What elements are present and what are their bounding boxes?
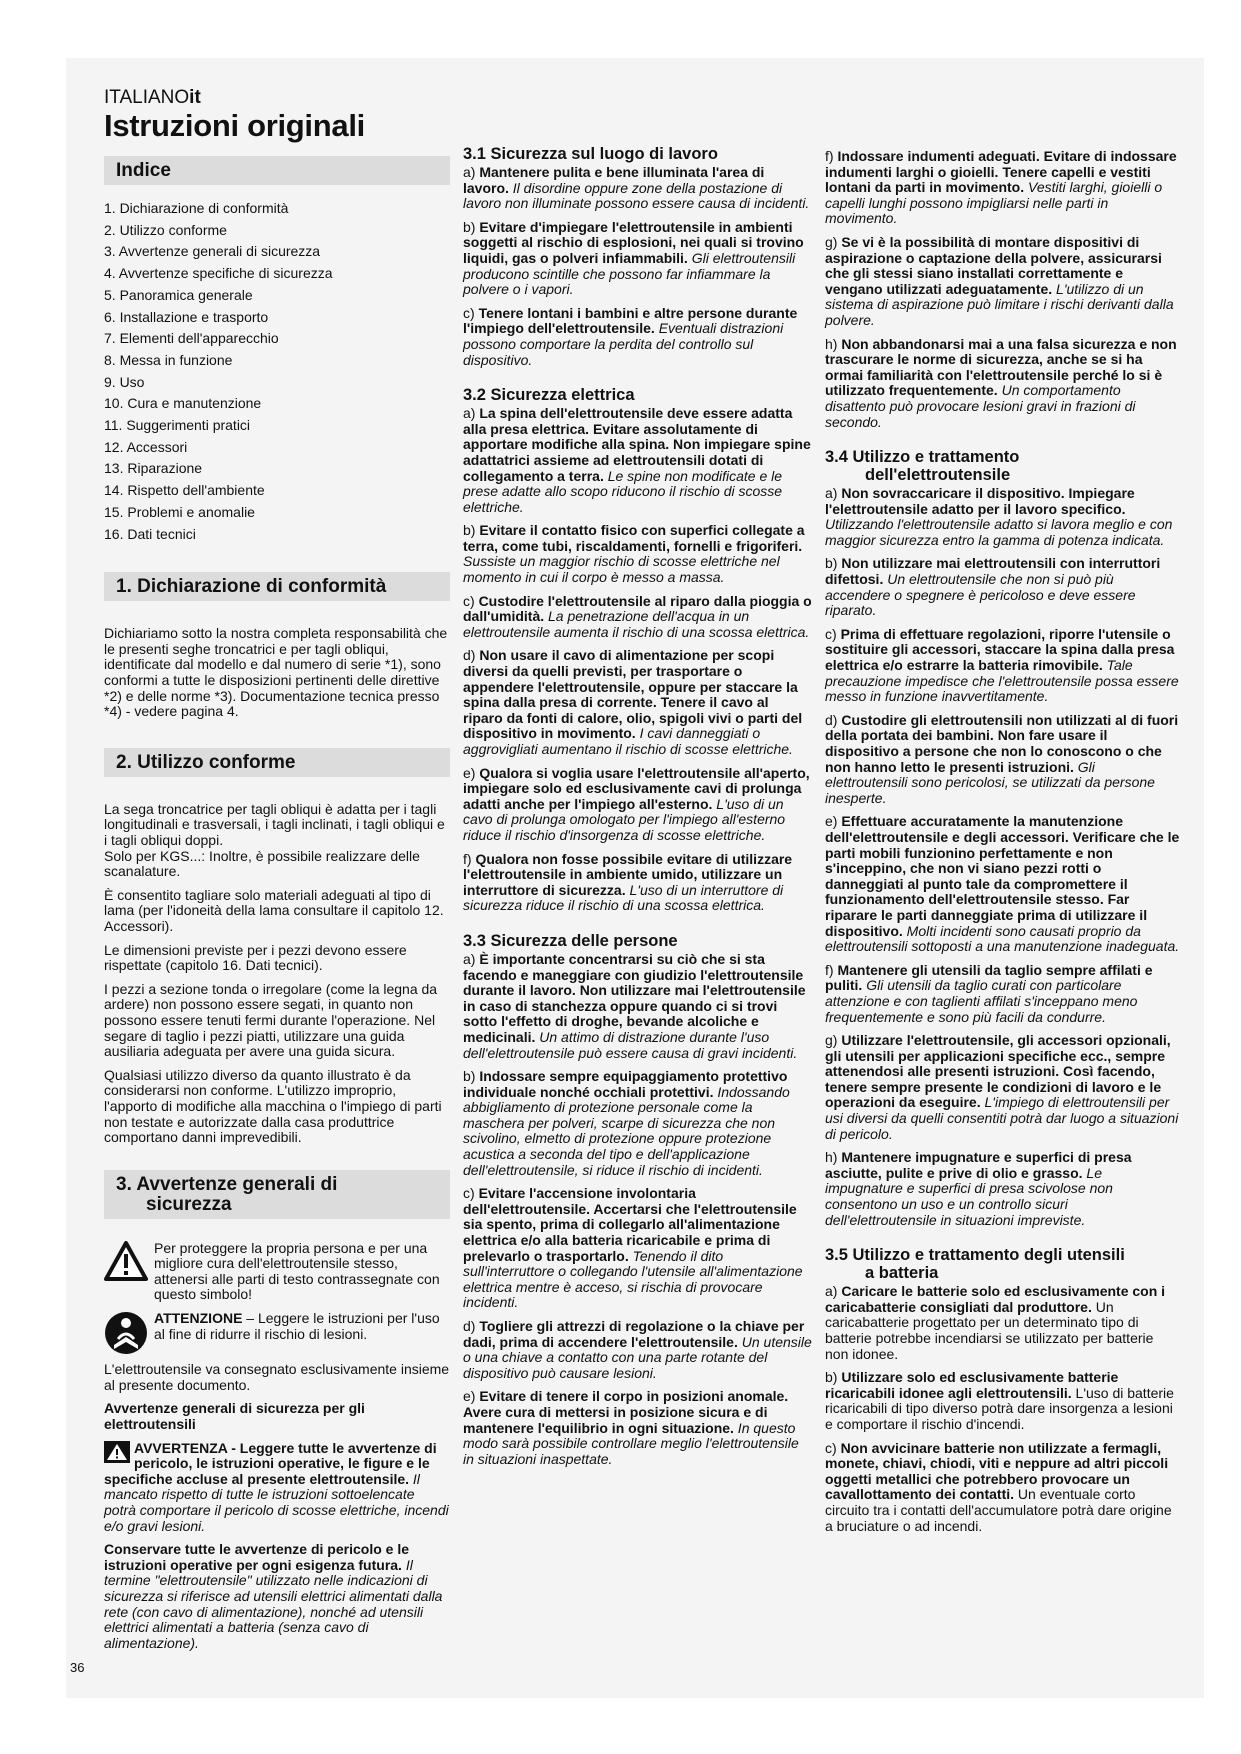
s33-e: e) Evitare di tenere il corpo in posizioni anomale. Avere cura di mettersi in posizione sicura e di mantenere l'equilibrio in ogni situazione. In questo modo sarà possibile controllare meglio l'elettroutensile in situazioni inaspettate. bbox=[463, 1388, 799, 1467]
s33-d: d) Togliere gli attrezzi di regolazione o la chiave per dadi, prima di accendere l'elettroutensile. Un utensile o una chiave a contatto con una parte rotante del dispositivo può causare lesioni. bbox=[463, 1318, 812, 1381]
s33-f: f) Indossare indumenti adeguati. Evitare di indossare indumenti larghi o gioielli. Tenere capelli e vestiti lontani da parti in movimento. Vestiti larghi, gioielli o capelli lunghi possono impigliarsi nelle parti in movimento. bbox=[825, 148, 1177, 227]
s31-a: a) Mantenere pulita e bene illuminata l'area di lavoro. Il disordine oppure zone della postazione di lavoro non illuminate possono essere causa di incidenti. bbox=[463, 164, 810, 212]
index-item[interactable]: 9. Uso bbox=[104, 373, 145, 390]
s32-b: b) Evitare il contatto fisico con superfici collegate a terra, come tubi, riscaldamenti, fornelli e frigoriferi. Sussiste un maggior rischio di scosse elettriche nel momento in cui il corpo è messo a massa. bbox=[463, 522, 805, 586]
s34-f: f) Mantenere gli utensili da taglio sempre affilati e puliti. Gli utensili da taglio curati con particolare attenzione e con taglienti affilati s'inceppano meno frequentemente e sono più facili da condurre. bbox=[825, 961, 1153, 1025]
s33-heading: 3.3 Sicurezza delle persone bbox=[463, 931, 678, 950]
s34-h: h) Mantenere impugnature e superfici di presa asciutte, pulite e prive di olio e grasso. Le impugnature e superfici di presa scivolose non consentono un uso e un controllo sicuri dell'elettroutensile in situazioni impreviste. bbox=[825, 1149, 1132, 1228]
s34-d: d) Custodire gli elettroutensili non utilizzati al di fuori della portata dei bambini. Non fare usare il dispositivo a persone che non lo conoscono o che non hanno letto le presenti istruzioni. Gli elettroutensili sono pericolosi, se utilizzati da persone inesperte. bbox=[825, 711, 1179, 806]
attention-text: – Leggere le istruzioni per l'uso al fine di ridurre il rischio di lesioni. bbox=[154, 1310, 440, 1342]
s34-heading: 3.4 Utilizzo e trattamento dell'elettroutensile bbox=[825, 448, 1020, 485]
language-label: ITALIANOit bbox=[104, 87, 201, 108]
s32-c: c) Custodire l'elettroutensile al riparo dalla pioggia o dall'umidità. La penetrazione dell'acqua in un elettroutensile aumenta il rischio di una scossa elettrica. bbox=[463, 592, 812, 640]
index-item[interactable]: 10. Cura e manutenzione bbox=[104, 395, 262, 412]
sec2-p2: È consentito tagliare solo materiali adeguati al tipo di lama (per l'idoneità della lama consultare il capitolo 12. Accessori). bbox=[104, 886, 444, 934]
index-item[interactable]: 14. Rispetto dell'ambiente bbox=[104, 482, 265, 499]
index-item[interactable]: 1. Dichiarazione di conformità bbox=[104, 200, 289, 216]
read-manual-icon bbox=[104, 1311, 148, 1355]
warning-sign-icon bbox=[104, 1441, 130, 1463]
s34-c: c) Prima di effettuare regolazioni, riporre l'utensile o sostituire gli accessori, staccare la spina dalla presa elettrica e/o estrarre la batteria rimovibile. Tale precauzione impedisce che l'elettroutensile possa essere messo in funzione inavvertitamente. bbox=[825, 625, 1179, 705]
conserve-italic: Il termine "elettroutensile" utilizzato nelle indicazioni di sicurezza si riferisce ad utensili elettrici alimentati dalla rete (con cavo di alimentazione), nonché ad utensili elettrici alimentati a batteria (senza cavo di alimentazione). bbox=[104, 1556, 443, 1651]
sec2-p3: Le dimensioni previste per i pezzi devono essere rispettate (capitolo 16. Dati tecnici). bbox=[104, 941, 407, 974]
index-item[interactable]: 4. Avvertenze specifiche di sicurezza bbox=[104, 265, 333, 282]
s32-d: d) Non usare il cavo di alimentazione per scopi diversi da quelli previsti, per trasportare o appendere l'elettroutensile, oppure per staccare la spina dalla presa di corrente. Tenere il cavo al riparo da fonti di calore, olio, spigoli vivi o parti del dispositivo in movimento. I cavi danneggiati o aggrovigliati aumentano il rischio di scosse elettriche. bbox=[463, 647, 803, 757]
index-item[interactable]: 13. Riparazione bbox=[104, 460, 203, 477]
s35-heading: 3.5 Utilizzo e trattamento degli utensili a batteria bbox=[825, 1246, 1125, 1283]
s34-a: a) Non sovraccaricare il dispositivo. Impiegare l'elettroutensile adatto per il lavoro specifico. Utilizzando l'elettroutensile adatto si lavora meglio e con maggior sicurezza entro la gamma di potenza indicata. bbox=[825, 485, 1173, 548]
sec2-p4: I pezzi a sezione tonda o irregolare (come la legna da ardere) non possono essere segati, in quanto non possono essere tenuti fermi durante l'operazione. Nel segare di taglio i pezzi piatti, utilizzare una guida ausiliaria adeguata per avere una guida sicura. bbox=[104, 980, 438, 1060]
avvertenza-paragraph: AVVERTENZA - Leggere tutte le avvertenze di pericolo, le istruzioni operative, le figure e le specifiche accluse al presente elettroutensile. Il mancato rispetto di tutte le istruzioni sottoelencate potrà comportare il pericolo di scosse elettriche, incendi e/o gravi lesioni. bbox=[104, 1439, 449, 1534]
index-item[interactable]: 16. Dati tecnici bbox=[104, 525, 196, 542]
index-item[interactable]: 3. Avvertenze generali di sicurezza bbox=[104, 243, 321, 260]
warning-note bbox=[104, 1241, 450, 1303]
section-1-heading: 1. Dichiarazione di conformità bbox=[104, 572, 450, 601]
column-left bbox=[104, 156, 450, 1659]
warning-note-text: Per proteggere la propria persona e per una migliore cura dell'elettroutensile stesso, attenersi alle parti di testo contrassegnate con questo simbolo! bbox=[154, 1239, 440, 1303]
index-item[interactable]: 11. Suggerimenti pratici bbox=[104, 417, 251, 434]
page-title: Istruzioni originali bbox=[104, 108, 365, 143]
s33-c: c) Evitare l'accensione involontaria dell'elettroutensile. Accertarsi che l'elettroutensile sia spento, prima di collegarlo all'alimentazione elettrica e/o alla batteria ricaricabile e prima di prelevarlo o trasportarlo. Tenendo il dito sull'interruttore o collegando l'utensile all'alimentazione elettrica mentre è acceso, si rischia di provocare incidenti. bbox=[463, 1185, 803, 1311]
s32-f: f) Qualora non fosse possibile evitare di utilizzare l'elettroutensile in ambiente umido, utilizzare un interruttore di sicurezza. L'uso di un interruttore di sicurezza riduce il rischio di una scossa elettrica. bbox=[463, 850, 793, 914]
section-3-heading: 3. Avvertenze generali di sicurezza bbox=[104, 1170, 450, 1219]
s35-a: a) Caricare le batterie solo ed esclusivamente con i caricabatterie consigliati dal produttore. Un caricabatterie progettato per un determinato tipo di batterie potrebbe incendiarsi se utilizzato per batterie non idonee. bbox=[825, 1283, 1166, 1362]
column-right bbox=[825, 149, 1180, 1542]
s33-a: a) È importante concentrarsi su ciò che si sta facendo e maneggiare con giudizio l'elettroutensile durante il lavoro. Non utilizzare mai l'elettroutensile in caso di stanchezza oppure quando ci si trovi sotto l'effetto di droghe, bevande alcoliche e medicinali. Un attimo di distrazione durante l'uso dell'elettroutensile può essere causa di gravi incidenti. bbox=[463, 950, 806, 1061]
s33-b: b) Indossare sempre equipaggiamento protettivo individuale nonché occhiali protettivi. Indossando abbigliamento di protezione personale come la maschera per polveri, scarpe di sicurezza che non scivolino, elmetto di protezione oppure protezione acustica a seconda del tipo e dell'applicazione dell'elettroutensile, si riduce il rischio di incidenti. bbox=[463, 1068, 790, 1178]
sec1-text: Dichiariamo sotto la nostra completa responsabilità che le presenti seghe troncatrici e per tagli obliqui, identificate dal modello e dal numero di serie *1), sono conformi a tutte le disposizioni pertinenti delle direttive *2) e delle norme *3). Documentazione tecnica presso *4) - vedere pagina 4. bbox=[104, 625, 448, 720]
index-item[interactable]: 12. Accessori bbox=[104, 438, 188, 455]
consign-text: L'elettroutensile va consegnato esclusivamente insieme al presente documento. bbox=[104, 1361, 450, 1393]
column-middle bbox=[463, 145, 812, 1475]
sec2-p1b: Solo per KGS...: Inoltre, è possibile realizzare delle scanalature. bbox=[104, 847, 420, 880]
s33-h: h) Non abbandonarsi mai a una falsa sicurezza e non trascurare le norme di sicurezza, anche se si ha ormai familiarità con l'elettroutensile perché lo si è utilizzato frequentemente. Un comportamento disattento può provocare lesioni gravi in frazioni di secondo. bbox=[825, 335, 1177, 430]
s34-e: e) Effettuare accuratamente la manutenzione dell'elettroutensile e degli accessori. Verificare che le parti mobili funzionino perfettamente e non s'inceppino, che non vi siano pezzi rotti o danneggiati al punto tale da compromettere il funzionamento dell'elettroutensile stesso. Far riparare le parti danneggiate prima di utilizzare il dispositivo. Molti incidenti sono causati proprio da elettroutensili sottoposti a una manutenzione inadeguata. bbox=[825, 813, 1180, 955]
attention-note bbox=[104, 1311, 450, 1342]
index-list bbox=[104, 198, 450, 545]
conserve-bold: Conservare tutte le avvertenze di pericolo e le istruzioni operative per ogni esigenza futura. bbox=[104, 1541, 410, 1573]
index-item[interactable]: 8. Messa in funzione bbox=[104, 351, 233, 368]
s31-c: c) Tenere lontani i bambini e altre persone durante l'impiego dell'elettroutensile. Eventuali distrazioni possono comportare la perdita del controllo sul dispositivo. bbox=[463, 304, 798, 368]
index-item[interactable]: 2. Utilizzo conforme bbox=[104, 221, 227, 238]
sec2-p1: La sega troncatrice per tagli obliqui è adatta per i tagli longitudinali e trasversali, i tagli inclinati, i tagli obliqui e i tagli obliqui doppi. bbox=[104, 800, 445, 848]
s32-a: a) La spina dell'elettroutensile deve essere adatta alla presa elettrica. Evitare assolutamente di apportare modifiche alla spina. Non impiegare spine adattatrici assieme ad elettroutensili dotati di collegamento a terra. Le spine non modificate e le prese adatte allo scopo riducono il rischio di scosse elettriche. bbox=[463, 405, 811, 515]
attention-label: ATTENZIONE bbox=[154, 1310, 243, 1327]
sec2-p5: Qualsiasi utilizzo diverso da quanto illustrato è da considerarsi non conforme. L'utilizzo improprio, l'apporto di modifiche alla macchina o l'impiego di parti non testate e autorizzate dalla casa produttrice comportano danni imprevedibili. bbox=[104, 1066, 442, 1146]
general-warnings-subheading: Avvertenze generali di sicurezza per gli elettroutensili bbox=[104, 1400, 365, 1433]
s35-b: b) Utilizzare solo ed esclusivamente batterie ricaricabili idonee agli elettroutensili. L'uso di batterie ricaricabili di tipo diverso potrà dare insorgenza a lesioni e comportare il rischio d'incendi. bbox=[825, 1369, 1174, 1432]
s31-b: b) Evitare d'impiegare l'elettroutensile in ambienti soggetti al rischio di esplosioni, nei quali si trovino liquidi, gas o polveri infiammabili. Gli elettroutensili producono scintille che possono far infiammare la polvere o i vapori. bbox=[463, 218, 804, 298]
s31-heading: 3.1 Sicurezza sul luogo di lavoro bbox=[463, 145, 718, 163]
index-item[interactable]: 15. Problemi e anomalie bbox=[104, 503, 255, 520]
index-heading: Indice bbox=[104, 156, 450, 185]
s32-e: e) Qualora si voglia usare l'elettroutensile all'aperto, impiegare solo ed esclusivamente cavi di prolunga adatti anche per l'impiego all'esterno. L'uso di un cavo di prolunga omologato per l'impiego all'esterno riduce il rischio d'insorgenza di scosse elettriche. bbox=[463, 764, 810, 843]
s32-heading: 3.2 Sicurezza elettrica bbox=[463, 386, 635, 405]
index-item[interactable]: 6. Installazione e trasporto bbox=[104, 308, 269, 325]
index-item[interactable]: 5. Panoramica generale bbox=[104, 286, 253, 303]
index-item[interactable]: 7. Elementi dell'apparecchio bbox=[104, 330, 279, 347]
page-number: 36 bbox=[70, 1660, 85, 1675]
s34-g: g) Utilizzare l'elettroutensile, gli accessori opzionali, gli utensili per applicazioni specifiche ecc., sempre attenendosi alle presenti istruzioni. Così facendo, tenere sempre presente le condizioni di lavoro e le operazioni da eseguire. L'impiego di elettroutensili per usi diversi da quelli consentiti potrà dar luogo a situazioni di pericolo. bbox=[825, 1032, 1179, 1142]
warning-triangle-icon bbox=[104, 1241, 148, 1281]
s35-c: c) Non avvicinare batterie non utilizzate a fermagli, monete, chiavi, chiodi, viti e neppure ad altri piccoli oggetti metallici che potrebbero provocare un cavallottamento dei contatti. Un eventuale corto circuito tra i contatti dell'accumulatore potrà dare origine a bruciature o ad incendi. bbox=[825, 1439, 1172, 1534]
s33-g: g) Se vi è la possibilità di montare dispositivi di aspirazione o captazione della polvere, assicurarsi che gli stessi siano installati correttamente e vengano utilizzati adeguatamente. L'utilizzo di un sistema di aspirazione può limitare i rischi derivanti dalla polvere. bbox=[825, 233, 1174, 328]
s34-b: b) Non utilizzare mai elettroutensili con interruttori difettosi. Un elettroutensile che non si può più accendere o spegnere è pericoloso e deve essere riparato. bbox=[825, 555, 1161, 619]
section-2-heading: 2. Utilizzo conforme bbox=[104, 748, 450, 777]
